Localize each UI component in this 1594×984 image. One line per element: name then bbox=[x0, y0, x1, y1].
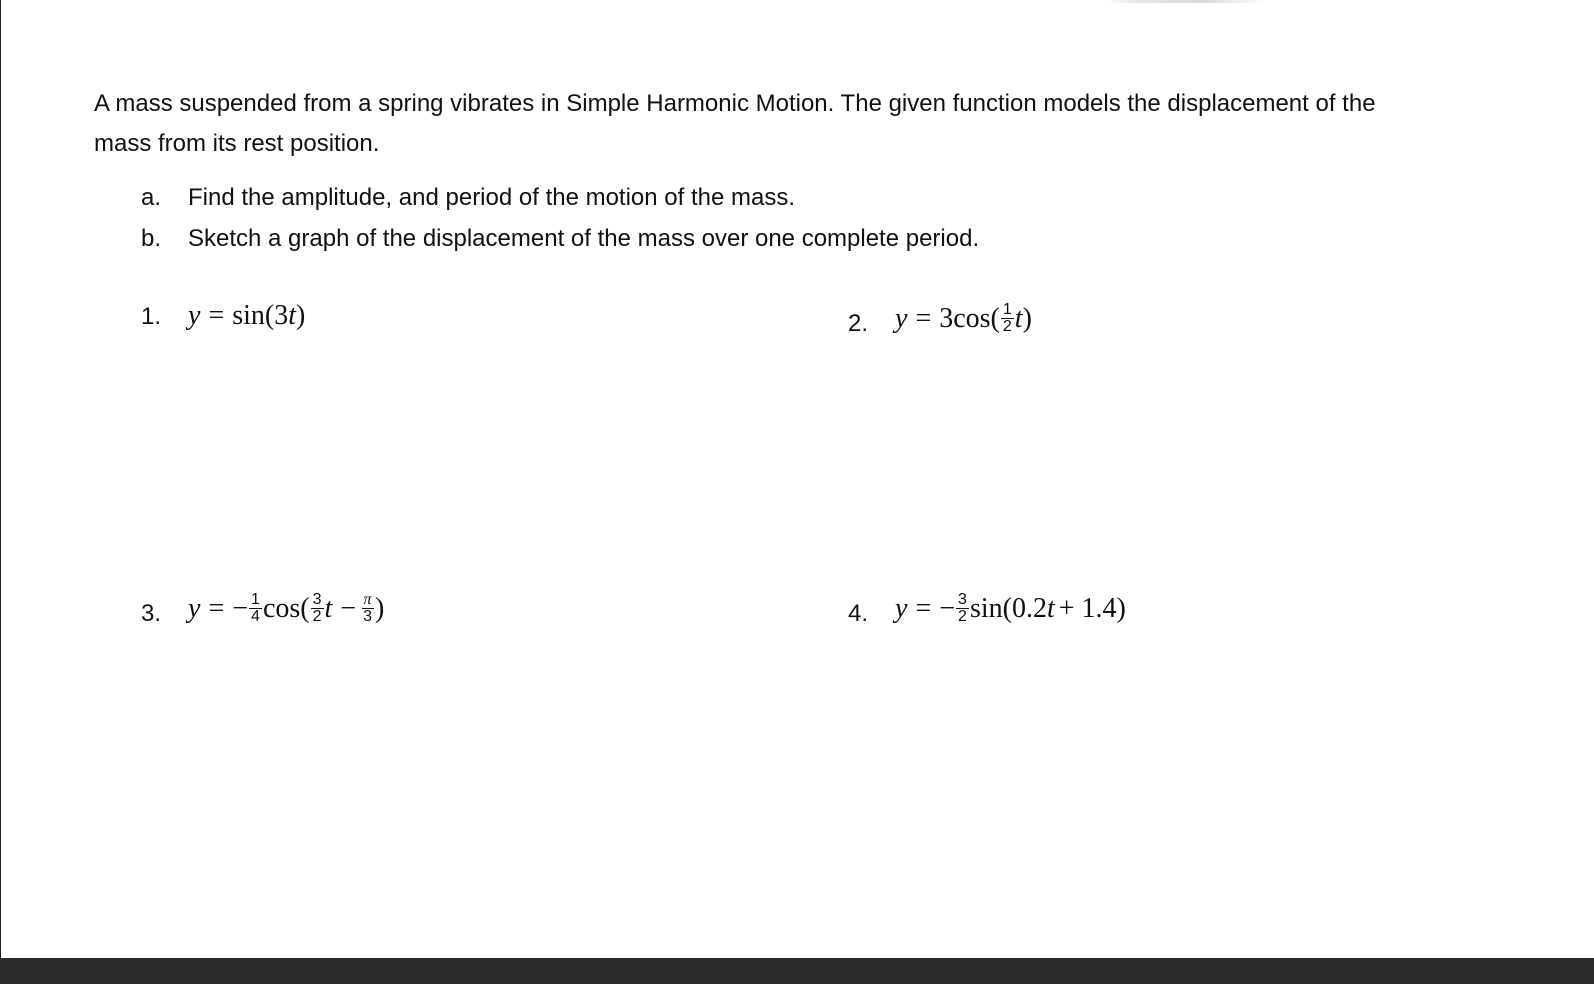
header-fragment bbox=[1106, 0, 1266, 3]
intro-line-1: A mass suspended from a spring vibrates in Simple Harmonic Motion. The given function models the displacement of the bbox=[94, 90, 1376, 117]
task-a-text: Find the amplitude, and period of the motion of the mass. bbox=[188, 184, 796, 211]
eq-function: sin(3 bbox=[232, 300, 289, 331]
eq-equals: = bbox=[208, 592, 225, 624]
eq-equals: = bbox=[208, 300, 225, 331]
fraction-denominator: 2 bbox=[1002, 318, 1012, 335]
fraction-numerator: π bbox=[363, 591, 372, 608]
problem-1-equation bbox=[188, 300, 305, 332]
document-page bbox=[1, 0, 1594, 958]
fraction-numerator: 1 bbox=[1002, 301, 1012, 318]
eq-variable-y: y bbox=[188, 300, 201, 331]
fraction-denominator: 4 bbox=[251, 608, 260, 625]
task-a-marker: a. bbox=[141, 184, 162, 211]
fraction-denominator: 2 bbox=[312, 608, 322, 625]
task-b-text: Sketch a graph of the displacement of the mass over one complete period. bbox=[188, 225, 980, 252]
eq-variable-t: t bbox=[324, 592, 333, 624]
fraction-denominator: 3 bbox=[363, 608, 372, 625]
fraction-denominator: 2 bbox=[958, 608, 967, 625]
eq-phase-term: + 1.4) bbox=[1058, 592, 1126, 624]
eq-minus-sign: − bbox=[232, 592, 249, 624]
eq-fraction-phase bbox=[361, 592, 374, 625]
fraction-numerator: 3 bbox=[312, 591, 322, 608]
eq-variable-t: t bbox=[288, 300, 297, 331]
problem-3-number: 3. bbox=[141, 600, 162, 627]
problem-3-equation bbox=[188, 592, 384, 625]
eq-variable-t: t bbox=[1046, 592, 1055, 624]
problem-2-equation bbox=[895, 302, 1032, 335]
eq-fraction-coefficient bbox=[956, 592, 969, 625]
eq-variable-y: y bbox=[895, 302, 908, 334]
problem-2-number: 2. bbox=[848, 310, 869, 337]
eq-close-paren: ) bbox=[296, 300, 306, 331]
eq-function: 3cos( bbox=[939, 302, 1000, 334]
eq-close-paren: ) bbox=[1022, 302, 1032, 334]
eq-minus-sign: − bbox=[340, 592, 357, 624]
eq-fraction bbox=[1001, 302, 1014, 335]
eq-variable-y: y bbox=[895, 592, 908, 624]
eq-minus-sign: − bbox=[939, 592, 956, 624]
window-bottom-bar bbox=[0, 958, 1594, 984]
eq-equals: = bbox=[915, 302, 932, 334]
eq-variable-t: t bbox=[1014, 302, 1023, 334]
task-b-marker: b. bbox=[141, 225, 162, 252]
eq-function: sin(0.2 bbox=[969, 592, 1047, 624]
problem-4-equation bbox=[895, 592, 1126, 625]
eq-fraction-coefficient bbox=[249, 592, 262, 625]
problem-4-number: 4. bbox=[848, 600, 869, 627]
problem-1-number: 1. bbox=[141, 303, 162, 330]
fraction-numerator: 3 bbox=[958, 591, 967, 608]
intro-line-2: mass from its rest position. bbox=[94, 130, 380, 157]
page-left-border bbox=[0, 0, 1, 958]
fraction-numerator: 1 bbox=[251, 591, 260, 608]
problem-intro bbox=[94, 84, 1534, 164]
eq-equals: = bbox=[915, 592, 932, 624]
eq-variable-y: y bbox=[188, 592, 201, 624]
eq-fraction-frequency bbox=[311, 592, 324, 625]
eq-close-paren: ) bbox=[374, 592, 385, 624]
eq-function: cos( bbox=[262, 592, 310, 624]
